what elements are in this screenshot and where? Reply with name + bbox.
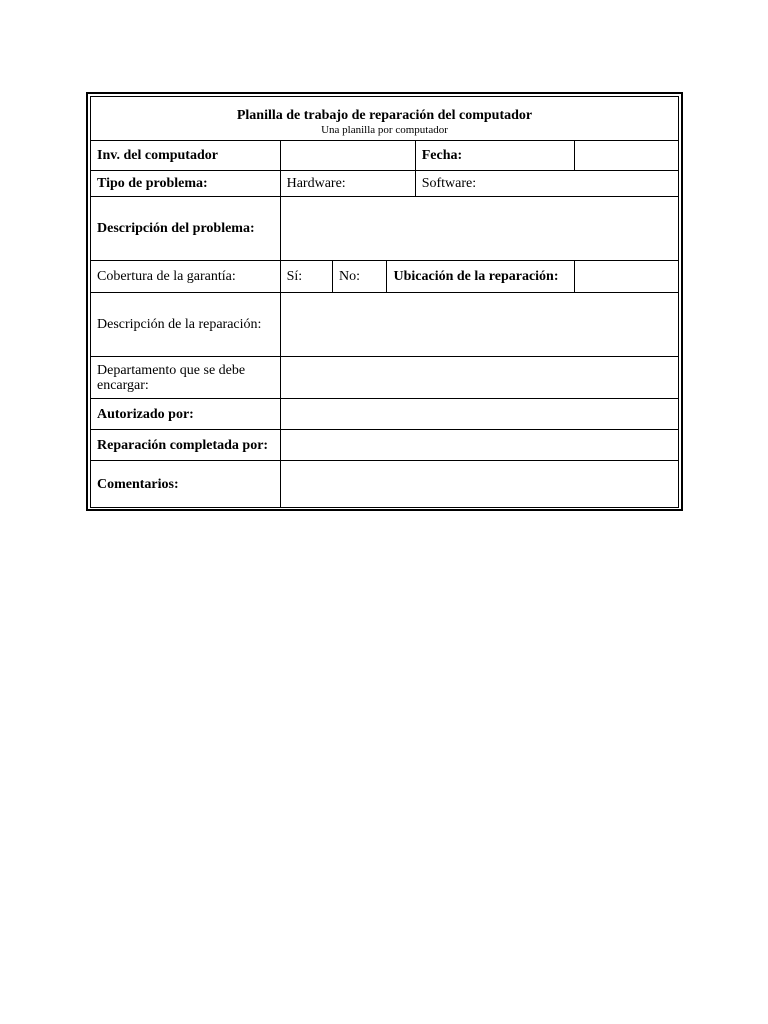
comentarios-label: Comentarios:: [91, 461, 281, 508]
ubicacion-field[interactable]: [575, 261, 679, 293]
form-title: Planilla de trabajo de reparación del computador: [236, 107, 533, 123]
repair-form-table: [90, 96, 679, 508]
autorizado-label: Autorizado por:: [91, 399, 281, 430]
descripcion-problema-field[interactable]: [280, 197, 678, 261]
autorizado-field[interactable]: [280, 399, 678, 430]
fecha-field[interactable]: [575, 141, 679, 171]
no-field[interactable]: No:: [333, 261, 387, 293]
title-row: [91, 97, 679, 141]
form-subtitle: Una planilla por computador: [321, 123, 448, 136]
warranty-row: [91, 261, 679, 293]
inv-label: Inv. del computador: [91, 141, 281, 171]
tipo-label: Tipo de problema:: [91, 171, 281, 197]
repair-form-frame: [86, 92, 683, 511]
comments-row: [91, 461, 679, 508]
completed-row: [91, 430, 679, 461]
completada-field[interactable]: [280, 430, 678, 461]
descripcion-reparacion-field[interactable]: [280, 293, 678, 357]
cobertura-label: Cobertura de la garantía:: [91, 261, 281, 293]
ubicacion-label: Ubicación de la reparación:: [387, 261, 575, 293]
comentarios-field[interactable]: [280, 461, 678, 508]
title-cell: [91, 97, 679, 141]
departamento-field[interactable]: [280, 357, 678, 399]
problem-description-row: [91, 197, 679, 261]
authorized-row: [91, 399, 679, 430]
department-row: [91, 357, 679, 399]
fecha-label: Fecha:: [415, 141, 574, 171]
departamento-label: Departamento que se debe encargar:: [91, 357, 281, 399]
si-field[interactable]: Sí:: [280, 261, 332, 293]
descripcion-problema-label: Descripción del problema:: [91, 197, 281, 261]
hardware-field[interactable]: Hardware:: [280, 171, 415, 197]
descripcion-reparacion-label: Descripción de la reparación:: [91, 293, 281, 357]
problem-type-row: [91, 171, 679, 197]
inv-field[interactable]: [280, 141, 415, 171]
software-field[interactable]: Software:: [415, 171, 678, 197]
completada-label: Reparación completada por:: [91, 430, 281, 461]
repair-description-row: [91, 293, 679, 357]
inventory-row: [91, 141, 679, 171]
